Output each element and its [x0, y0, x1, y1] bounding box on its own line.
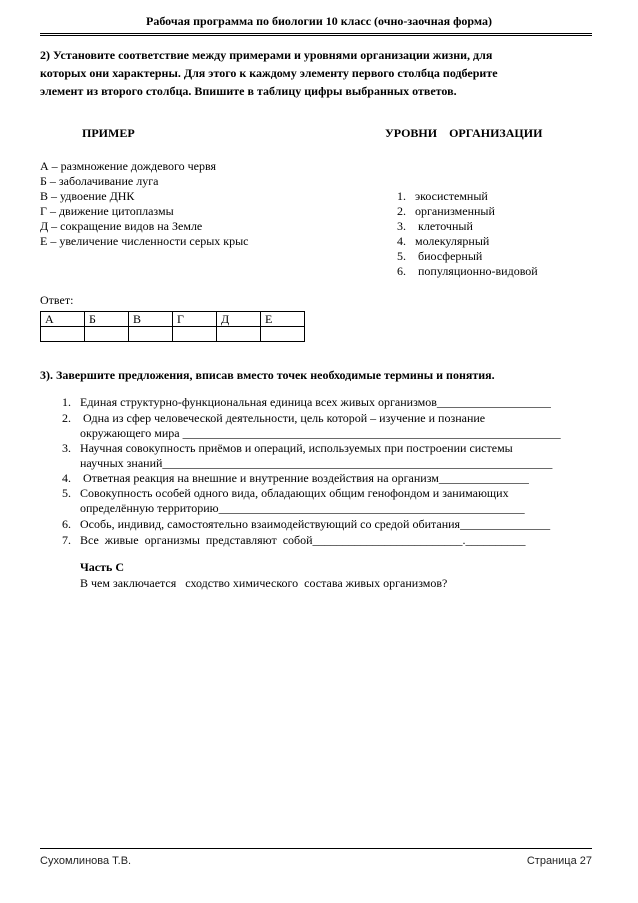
level-text: молекулярный: [415, 234, 490, 248]
answer-table: [40, 311, 305, 342]
task3-item-number: 4.: [62, 471, 71, 485]
answer-header-cell: Г: [173, 312, 217, 327]
task3-item-text: Научная совокупность приёмов и операций, используемых при построении системы: [80, 441, 513, 455]
level-number: 1.: [397, 189, 406, 203]
level-item: [397, 248, 482, 264]
answer-table-header-row: [41, 312, 305, 327]
level-item: [397, 218, 473, 234]
answer-input-cell[interactable]: [85, 327, 129, 342]
task3-item-text: Единая структурно-функциональная единица всех живых организмов___________________: [80, 395, 551, 409]
level-text: клеточный: [415, 219, 473, 233]
answer-input-cell[interactable]: [173, 327, 217, 342]
level-item: [397, 233, 489, 249]
task3-item: [62, 410, 485, 426]
task3-item-text: Особь, индивид, самостоятельно взаимодействующий со средой обитания_______________: [80, 517, 551, 531]
level-item: [397, 188, 488, 204]
level-text: популяционно-видовой: [415, 264, 538, 278]
level-number: 2.: [397, 204, 406, 218]
answer-table-input-row: [41, 327, 305, 342]
level-item: [397, 203, 495, 219]
col-heading-examples: ПРИМЕР: [82, 126, 135, 140]
header-rule: [40, 33, 592, 34]
task3-item-text: Совокупность особей одного вида, обладающих общим генофондом и занимающих: [80, 486, 509, 500]
task3-item: [62, 516, 550, 532]
level-number: 5.: [397, 249, 406, 263]
task2-line: которых они характерны. Для этого к каждому элементу первого столбца подберите: [40, 66, 498, 80]
example-item: Д – сокращение видов на Земле: [40, 219, 203, 233]
example-item: Е – увеличение численности серых крыс: [40, 234, 249, 248]
task3-item-continuation: определённую территорию___________________________________________________: [80, 501, 525, 515]
task3-item: [62, 485, 509, 501]
answer-header-cell: В: [129, 312, 173, 327]
col-heading-levels: УРОВНИ ОРГАНИЗАЦИИ: [385, 126, 543, 140]
answer-header-cell: Д: [217, 312, 261, 327]
answer-header-cell: А: [41, 312, 85, 327]
example-item: Г – движение цитоплазмы: [40, 204, 174, 218]
task3-item-number: 5.: [62, 486, 71, 500]
footer-author: Сухомлинова Т.В.: [40, 855, 132, 867]
task3-item-number: 1.: [62, 395, 71, 409]
level-text: экосистемный: [415, 189, 488, 203]
level-item: [397, 263, 538, 279]
footer-page-number: Страница 27: [526, 855, 592, 867]
example-item: А – размножение дождевого червя: [40, 159, 217, 173]
task3-item: [62, 394, 551, 410]
answer-header-cell: Б: [85, 312, 129, 327]
task3-item-continuation: научных знаний_________________________________________________________________: [80, 456, 553, 470]
example-item: В – удвоение ДНК: [40, 189, 135, 203]
partC-question: В чем заключается сходство химического состава живых организмов?: [80, 576, 448, 590]
task3-item: [62, 470, 529, 486]
task3-item-text: Ответная реакция на внешние и внутренние воздействия на организм_______________: [80, 471, 529, 485]
level-number: 6.: [397, 264, 406, 278]
task2-instructions: [40, 46, 592, 100]
level-text: организменный: [415, 204, 495, 218]
task3-item: [62, 440, 513, 456]
level-text: биосферный: [415, 249, 483, 263]
answer-input-cell[interactable]: [217, 327, 261, 342]
answer-label: Ответ:: [40, 293, 74, 307]
level-number: 3.: [397, 219, 406, 233]
answer-input-cell[interactable]: [129, 327, 173, 342]
task2-line: 2) Установите соответствие между примерами и уровнями организации жизни, для: [40, 48, 493, 62]
task3-item-continuation: окружающего мира _______________________________________________________________: [80, 426, 561, 440]
task3-item-text: Одна из сфер человеческой деятельности, цель которой – изучение и познание: [80, 411, 486, 425]
task3-item: [62, 532, 526, 548]
example-item: Б – заболачивание луга: [40, 174, 159, 188]
footer-rule: [40, 848, 592, 849]
task2-line: элемент из второго столбца. Впишите в таблицу цифры выбранных ответов.: [40, 84, 457, 98]
task3-item-text: Все живые организмы представляют собой_________________________.__________: [80, 533, 526, 547]
answer-input-cell[interactable]: [41, 327, 85, 342]
answer-header-cell: Е: [261, 312, 305, 327]
task3-item-number: 6.: [62, 517, 71, 531]
level-number: 4.: [397, 234, 406, 248]
partC-heading: Часть С: [80, 560, 125, 574]
task3-item-number: 7.: [62, 533, 71, 547]
task3-heading: 3). Завершите предложения, вписав вместо точек необходимые термины и понятия.: [40, 368, 495, 382]
page-header-title: Рабочая программа по биологии 10 класс (очно-заочная форма): [145, 14, 492, 28]
task3-item-number: 2.: [62, 411, 71, 425]
answer-input-cell[interactable]: [261, 327, 305, 342]
header-rule-double: [40, 35, 592, 36]
task3-item-number: 3.: [62, 441, 71, 455]
